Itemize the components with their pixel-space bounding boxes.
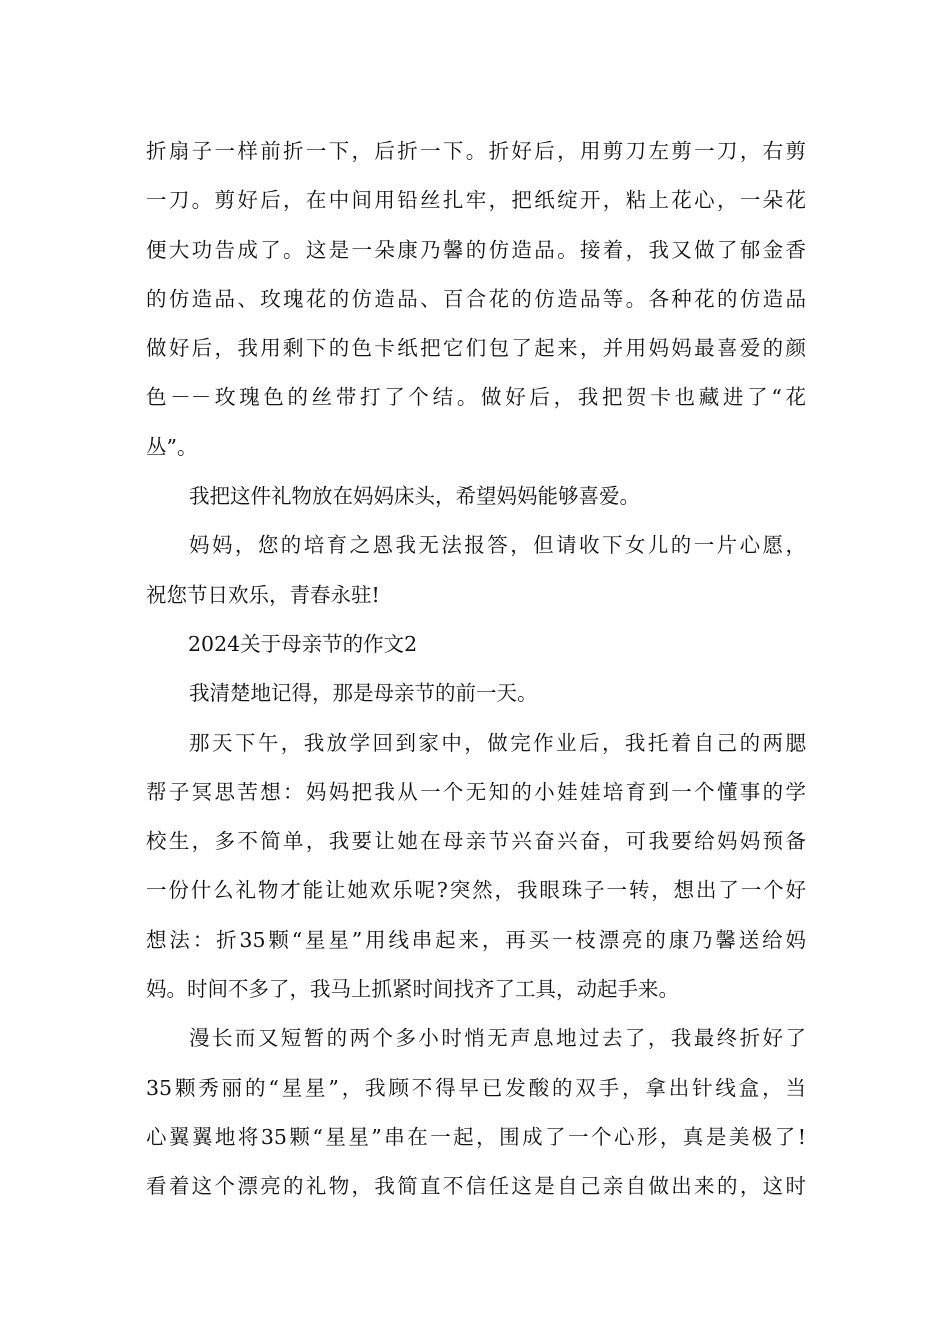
paragraph-start-line: 我把这件礼物放在妈妈床头，希望妈妈能够喜爱。 [189,484,640,509]
paragraph-start-line: 妈妈，您的培育之恩我无法报答，但请收下女儿的一片心愿， [189,533,806,558]
text-line: 心翼翼地将35颗“星星”串在一起，围成了一个心形，真是美极了! [146,1124,806,1149]
text-line: 看着这个漂亮的礼物，我简直不信任这是自己亲自做出来的，这时 [146,1174,806,1199]
text-line: 妈。时间不多了，我马上抓紧时间找齐了工具，动起手来。 [146,977,679,1002]
text-line: 便大功告成了。这是一朵康乃馨的仿造品。接着，我又做了郁金香 [146,237,806,262]
paragraph-start-line: 漫长而又短暂的两个多小时悄无声息地过去了，我最终折好了 [189,1026,806,1051]
text-line: 折扇子一样前折一下，后折一下。折好后，用剪刀左剪一刀，右剪 [146,139,806,163]
document-body [146,127,806,1212]
paragraph-start-line: 那天下午，我放学回到家中，做完作业后，我托着自己的两腮 [189,730,806,755]
text-line: 的仿造品、玫瑰花的仿造品、百合花的仿造品等。各种花的仿造品 [146,286,806,311]
section-heading: 2024关于母亲节的作文2 [188,631,418,656]
text-line: 帮子冥思苦想：妈妈把我从一个无知的小娃娃培育到一个懂事的学 [146,779,806,804]
text-line: 一份什么礼物才能让她欢乐呢?突然，我眼珠子一转，想出了一个好 [146,878,806,903]
text-line: 丛”。 [146,434,198,459]
text-line: 色－－玫瑰色的丝带打了个结。做好后，我把贺卡也藏进了“花 [146,385,806,410]
paragraph-start-line: 我清楚地记得，那是母亲节的前一天。 [189,681,538,706]
text-line: 想法：折35颗“星星”用线串起来，再买一枝漂亮的康乃馨送给妈 [146,927,806,952]
text-line: 做好后，我用剩下的色卡纸把它们包了起来，并用妈妈最喜爱的颜 [146,336,806,361]
text-line: 35颗秀丽的“星星”，我顾不得早已发酸的双手，拿出针线盒，当 [146,1075,806,1100]
text-line: 一刀。剪好后，在中间用铅丝扎牢，把纸绽开，粘上花心，一朵花 [146,188,806,213]
text-line: 祝您节日欢乐，青春永驻! [146,582,380,607]
text-line: 校生，多不简单，我要让她在母亲节兴奋兴奋，可我要给妈妈预备 [146,829,806,854]
